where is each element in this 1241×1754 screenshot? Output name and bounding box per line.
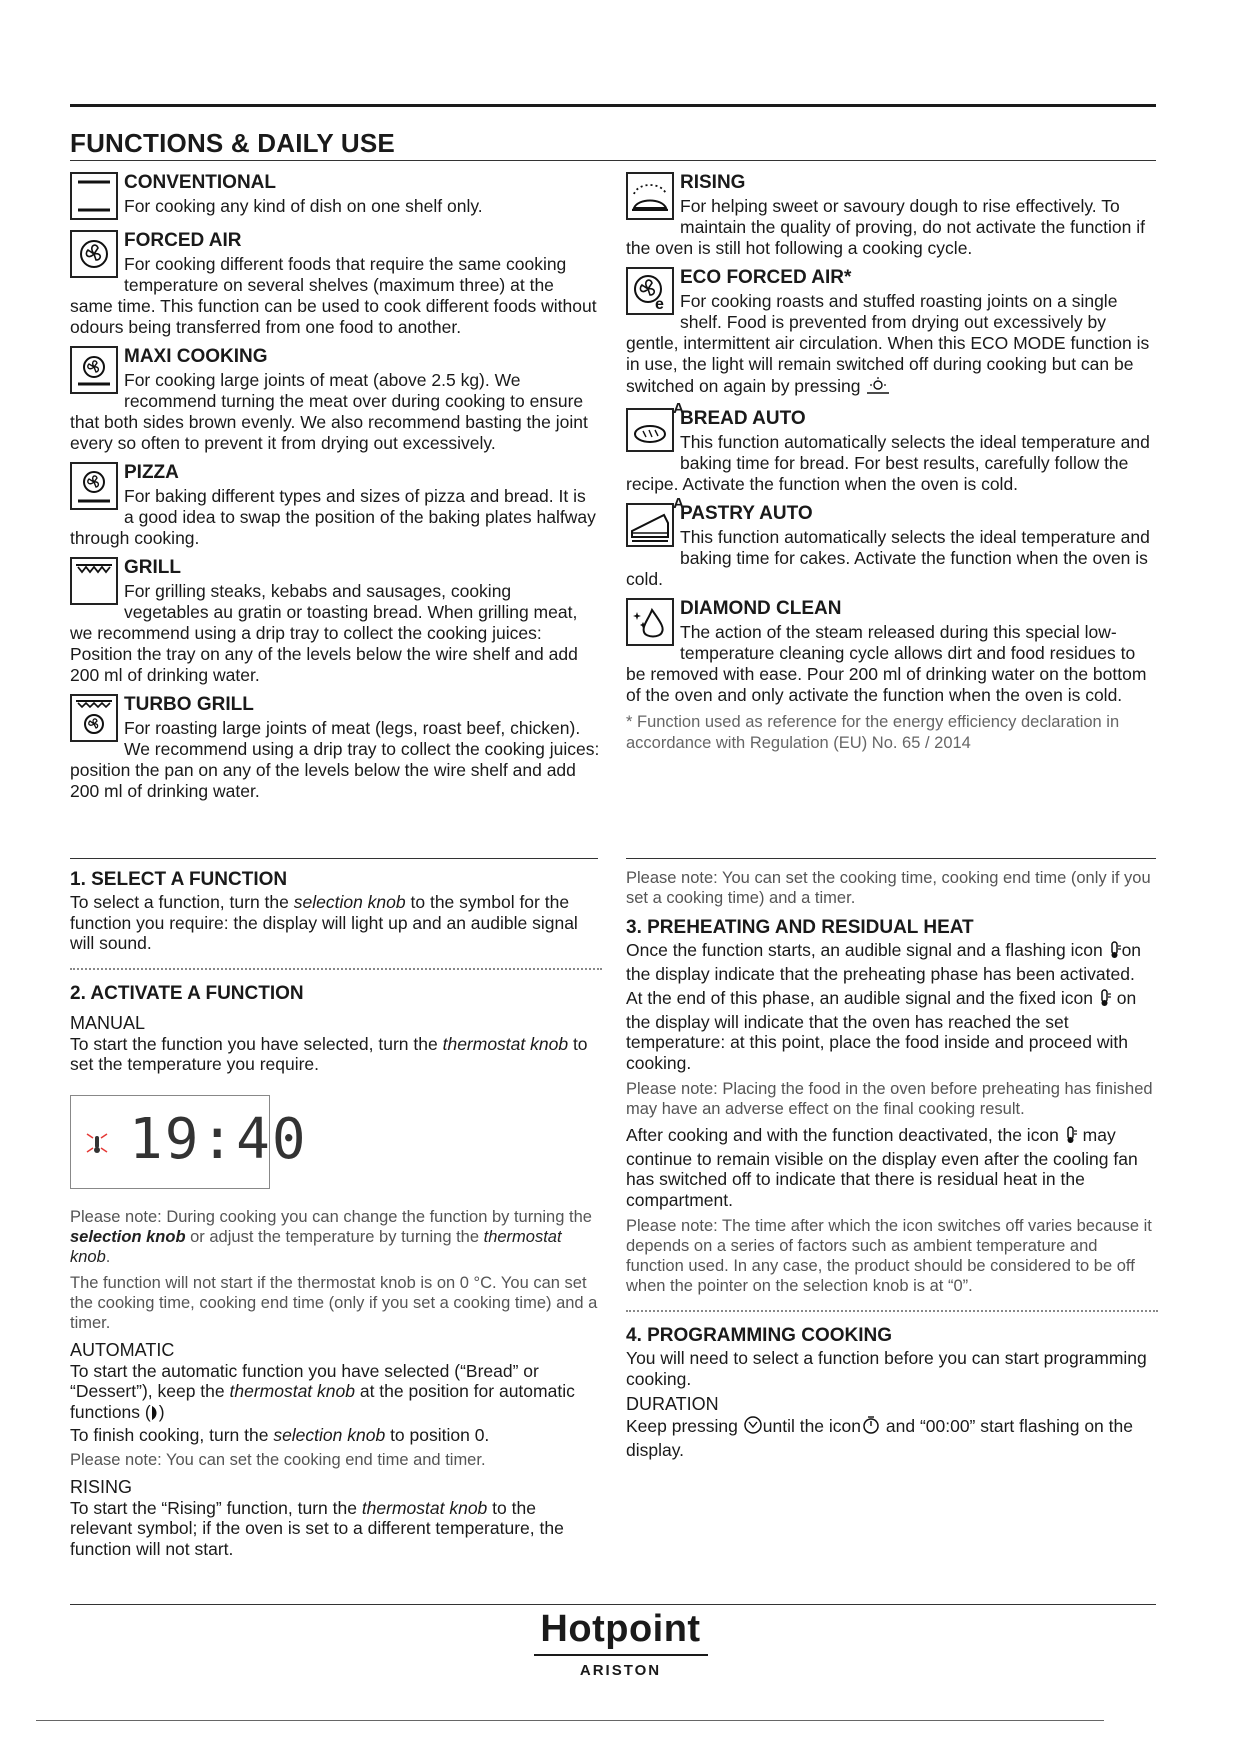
function-pastry-auto: A PASTRY AUTO This function automatically selects the ideal temperature and baking time for cakes. Activate the function when the oven is cold. — [626, 495, 1150, 589]
top-rule — [70, 104, 1156, 107]
dotted-separator-right — [626, 1310, 1158, 1312]
section1-heading: 1. SELECT A FUNCTION — [70, 869, 288, 890]
dotted-separator — [70, 968, 602, 970]
forced-air-icon — [70, 230, 118, 278]
rising-label: RISING — [70, 1476, 133, 1497]
function-eco-forced-air: e ECO FORCED AIR* For cooking roasts and stuffed roasting joints on a single shelf. Food is prevented from drying out excessively by gentle, intermittent air circulation. When this ECO MODE function is in use, the light will remain switched off during cooking but can be switched on again by pressing — [626, 265, 1156, 400]
preheat-text: Once the function starts, an audible signal and a flashing icon on the display indicate that the preheating phase has been activated. — [626, 940, 1142, 984]
manual-label: MANUAL — [70, 1012, 146, 1033]
note-change-function: Please note: During cooking you can change the function by turning the selection knob or adjust the temperature by turning the thermostat knob. — [70, 1207, 592, 1266]
manual-text: To start the function you have selected, turn the thermostat knob to set the temperature you require. — [70, 1033, 588, 1074]
preheat-flashing-icon — [87, 1134, 107, 1153]
oven-display-illustration — [70, 1095, 308, 1189]
duration-icon — [861, 1415, 881, 1440]
light-icon — [865, 375, 891, 400]
instructions-right-column — [626, 868, 1158, 1460]
section2-heading: 2. ACTIVATE A FUNCTION — [70, 982, 304, 1004]
function-diamond-clean: DIAMOND CLEAN The action of the steam released during this special low-temperature cleaning cycle allows dirt and food residues to be removed with ease. Pour 200 ml of drinking water on the bottom of the oven and only activate the function when the oven is cold. — [626, 598, 1147, 705]
residual-heat-icon — [1064, 1126, 1078, 1149]
pastry-auto-icon: A — [626, 503, 674, 547]
clock-button-icon — [743, 1415, 763, 1440]
programming-text: You will need to select a function before you can start programming cooking. — [626, 1348, 1147, 1389]
diamond-clean-icon — [626, 598, 674, 646]
grill-icon — [70, 557, 118, 605]
function-conventional: CONVENTIONAL For cooking any kind of dish on one shelf only. — [70, 170, 600, 222]
brand-underline — [534, 1654, 708, 1656]
function-rising: RISING For helping sweet or savoury dough to rise effectively. To maintain the quality of proving, do not activate the function if the oven is still hot following a cooking cycle. — [626, 172, 1146, 258]
function-forced-air: FORCED AIR For cooking different foods that require the same cooking temperature on several shelves (maximum three) at the same time. This function can be used to cook different foods without odours being transferred from one food to another. — [70, 230, 597, 337]
functions-right-column — [626, 170, 1156, 754]
note-thermostat-zero: The function will not start if the thermostat knob is on 0 °C. You can set the cooking time, cooking end time (only if you set a cooking time) and a timer. — [70, 1273, 598, 1332]
eco-forced-air-icon — [626, 267, 674, 315]
rising-icon — [626, 172, 674, 220]
note-cooking-time: Please note: You can set the cooking time, cooking end time (only if you set a cooking time) and a timer. — [626, 869, 1151, 907]
bottom-rule — [70, 1604, 1156, 1605]
energy-footnote: * Function used as reference for the energy efficiency declaration in accordance with Regulation (EU) No. 65 / 2014 — [626, 713, 1120, 752]
section3-heading: 3. PREHEATING AND RESIDUAL HEAT — [626, 917, 974, 938]
mid-rule-left — [70, 858, 598, 859]
function-bread-auto: A BREAD AUTO This function automatically selects the ideal temperature and baking time for bread. For best results, carefully follow the recipe. Activate the function when the oven is cold. — [626, 400, 1150, 494]
brand-subtitle: ARISTON — [579, 1662, 662, 1679]
svg-text:e: e — [655, 296, 664, 313]
function-grill: GRILL For grilling steaks, kebabs and sausages, cooking vegetables au gratin or toasting bread. When grilling meat, we recommend using a drip tray to collect the cooking juices: Position the tray on any of the levels below the wire shelf and add 200 ml of drinking water. — [70, 557, 578, 685]
brand-logo — [0, 1606, 1241, 1679]
note-end-time: Please note: You can set the cooking end time and timer. — [70, 1450, 486, 1469]
section1-text: To select a function, turn the selection knob to the symbol for the function you require: the display will light up and an audible signal will sound. — [70, 892, 578, 953]
title-rule — [70, 160, 1156, 161]
pizza-icon — [70, 462, 118, 510]
temperature-reached-icon — [1098, 989, 1112, 1012]
residual-heat-text: After cooking and with the function deactivated, the icon may continue to remain visible on the display even after the cooling fan has switched off to indicate that there is residual heat in the compartment. — [626, 1125, 1138, 1210]
bread-auto-icon: A — [626, 408, 674, 452]
note-preheat: Please note: Placing the food in the oven before preheating has finished may have an adverse effect on the final cooking result. — [626, 1080, 1153, 1118]
preheat-icon — [1108, 941, 1122, 964]
duration-text: Keep pressing until the icon and “00:00” start flashing on the display. — [626, 1416, 1133, 1460]
function-turbo-grill: TURBO GRILL For roasting large joints of meat (legs, roast beef, chicken). We recommend using a drip tray to collect the cooking juices: position the pan on any of the levels below the wire shelf and add 200 ml of drinking water. — [70, 694, 600, 801]
turbo-grill-icon — [70, 694, 118, 742]
page-title: FUNCTIONS & DAILY USE — [70, 128, 395, 158]
function-maxi-cooking: MAXI COOKING For cooking large joints of meat (above 2.5 kg). We recommend turning the meat over during cooking to ensure that both sides brown evenly. We also recommend basting the joint every so often to prevent it from drying out excessively. — [70, 346, 588, 453]
duration-label: DURATION — [626, 1394, 719, 1414]
finish-text: To finish cooking, turn the selection knob to position 0. — [70, 1425, 490, 1445]
maxi-cooking-icon — [70, 346, 118, 394]
section4-heading: 4. PROGRAMMING COOKING — [626, 1325, 893, 1346]
preheat-done-text: At the end of this phase, an audible signal and the fixed icon on the display will indicate that the oven has reached the set temperature: at this point, place the food inside and proceed with cooking. — [626, 988, 1137, 1073]
automatic-symbol-icon — [151, 1405, 159, 1426]
automatic-text: To start the automatic function you have selected (“Bread” or “Dessert”), keep the thermostat knob at the position for automatic functions ( ) — [70, 1361, 602, 1426]
note-icon-off: Please note: The time after which the icon switches off varies because it depends on a series of factors such as ambient temperature and function used. In any case, the product should be considered to be off when the pointer on the selection knob is at “0”. — [626, 1217, 1152, 1295]
footer-rule — [36, 1720, 1104, 1721]
brand-name: Hotpoint — [540, 1608, 701, 1650]
mid-rule-right — [626, 858, 1156, 859]
rising-text: To start the “Rising” function, turn the thermostat knob to the relevant symbol; if the oven is set to a different temperature, the function will not start. — [70, 1497, 564, 1559]
automatic-label: AUTOMATIC — [70, 1339, 175, 1360]
functions-left-column — [70, 170, 600, 808]
function-pizza: PIZZA For baking different types and sizes of pizza and bread. It is a good idea to swap the position of the baking plates halfway through cooking. — [70, 462, 596, 548]
conventional-icon — [70, 172, 118, 220]
instructions-left-column — [70, 868, 602, 1559]
display-time: 19:40 — [129, 1106, 308, 1172]
